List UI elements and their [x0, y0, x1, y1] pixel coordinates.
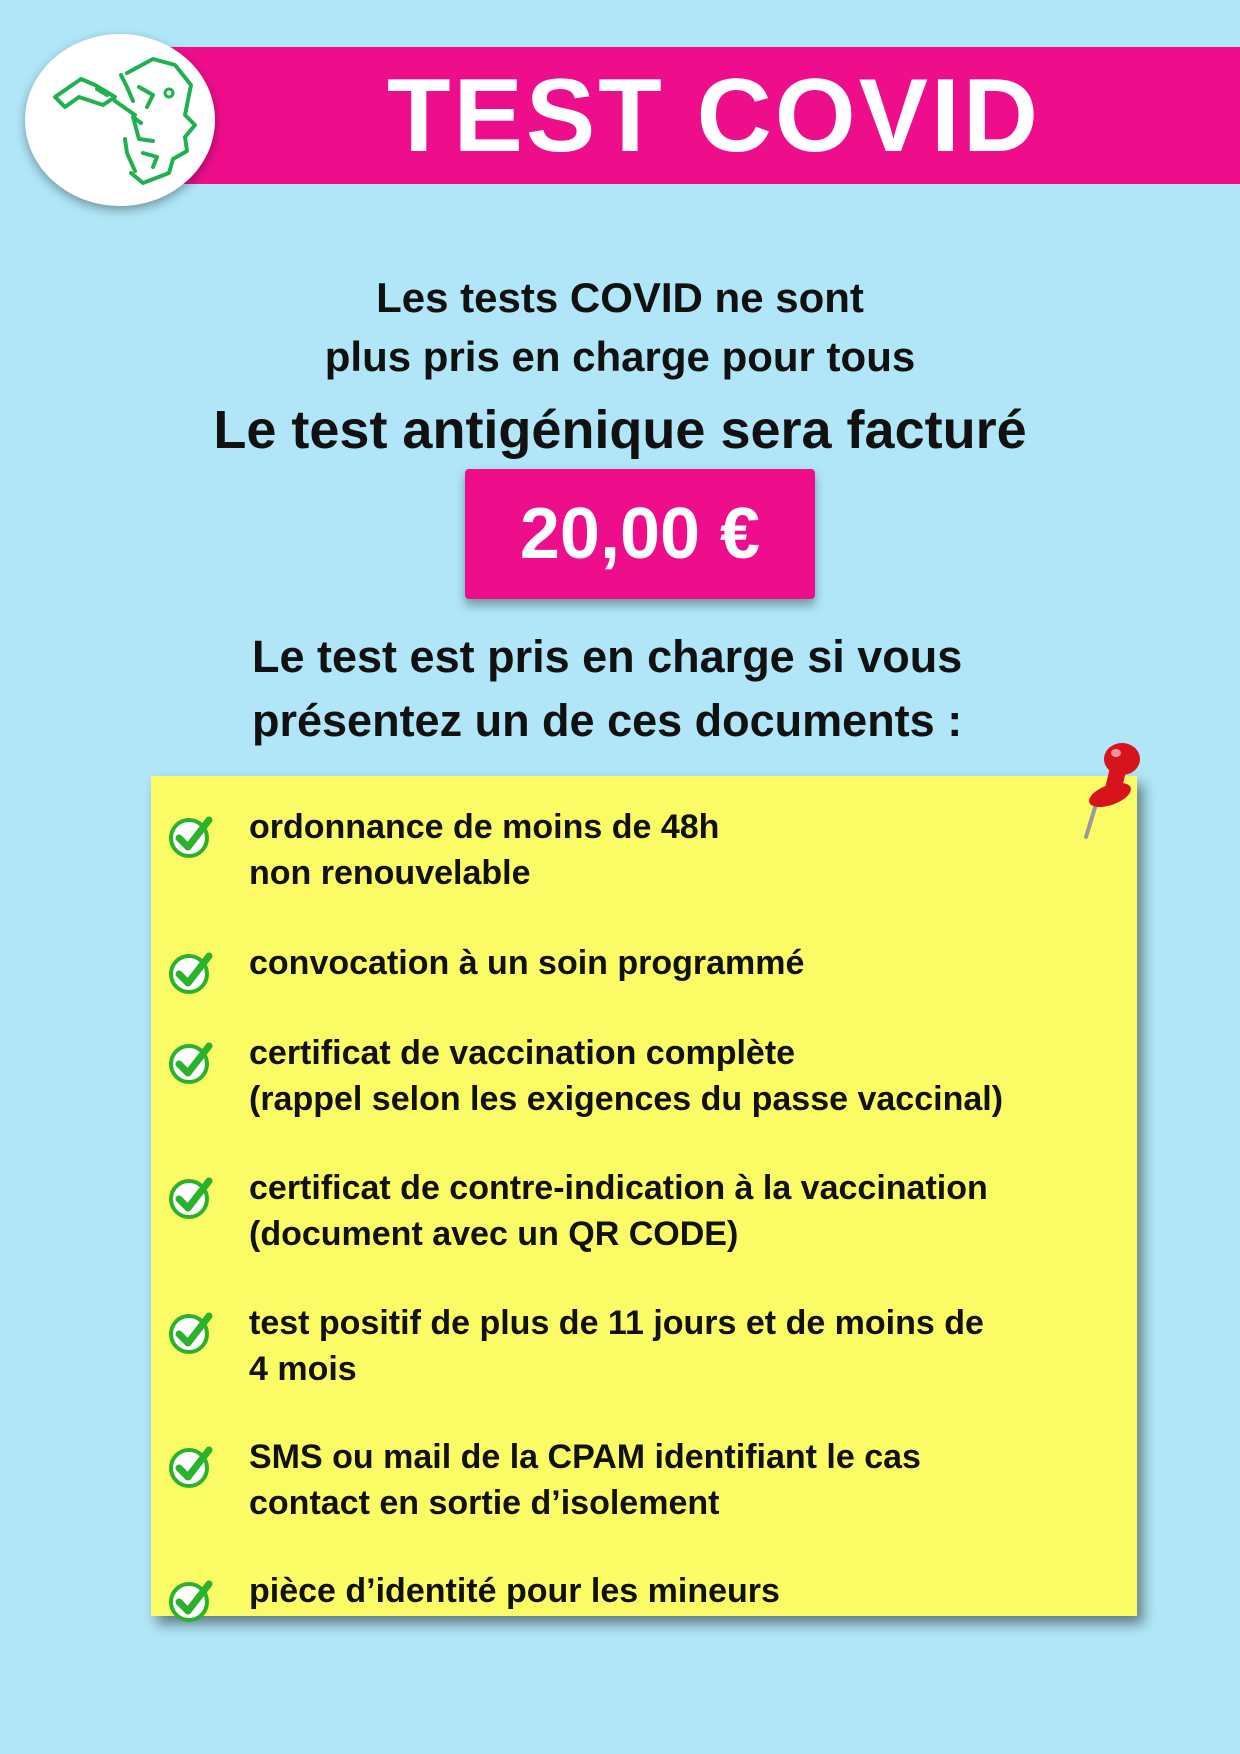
headline: Le test antigénique sera facturé: [213, 400, 1027, 460]
document-item-line: certificat de vaccination complète: [249, 1034, 796, 1072]
price-value: 20,00 €: [519, 494, 761, 574]
document-item-text: [249, 1300, 1129, 1392]
document-item-line: non renouvelable: [249, 854, 531, 892]
document-item-line: convocation à un soin programmé: [249, 944, 805, 982]
document-item-text: [249, 940, 1129, 986]
check-circle-icon: [167, 1038, 215, 1086]
coverage-text: [252, 625, 1152, 753]
document-item-text: [249, 804, 1129, 896]
document-item-text: [249, 1165, 1129, 1257]
document-item-line: 4 mois: [249, 1350, 357, 1388]
document-item-line: (rappel selon les exigences du passe vaccinal): [249, 1080, 1004, 1118]
document-item-line: test positif de plus de 11 jours et de moins de: [249, 1304, 984, 1342]
page-title: TEST COVID: [386, 57, 1042, 174]
document-item-line: contact en sortie d’isolement: [249, 1484, 720, 1522]
check-circle-icon: [167, 812, 215, 860]
sticky-note: [151, 776, 1137, 1616]
document-item-line: ordonnance de moins de 48h: [249, 808, 720, 846]
document-item-line: pièce d’identité pour les mineurs: [249, 1572, 780, 1610]
check-circle-icon: [167, 1576, 215, 1624]
coverage-line: présentez un de ces documents :: [252, 695, 963, 746]
logo-badge: [25, 34, 215, 206]
price-badge: [465, 469, 815, 599]
nasal-swab-icon: [35, 45, 205, 195]
check-circle-icon: [167, 948, 215, 996]
notice-line: plus pris en charge pour tous: [324, 333, 916, 380]
notice-text: [0, 268, 1240, 386]
title-banner: [148, 47, 1240, 184]
document-item-line: (document avec un QR CODE): [249, 1215, 739, 1253]
document-item-text: [249, 1030, 1129, 1122]
coverage-line: Le test est pris en charge si vous: [252, 631, 963, 682]
document-item-line: certificat de contre-indication à la vaccination: [249, 1169, 988, 1207]
push-pin-icon: [1070, 733, 1150, 843]
check-circle-icon: [167, 1173, 215, 1221]
check-circle-icon: [167, 1308, 215, 1356]
document-item-text: [249, 1568, 1129, 1614]
document-item-text: [249, 1434, 1129, 1526]
check-circle-icon: [167, 1442, 215, 1490]
document-item-line: SMS ou mail de la CPAM identifiant le cas: [249, 1438, 921, 1476]
notice-line: Les tests COVID ne sont: [376, 274, 864, 321]
